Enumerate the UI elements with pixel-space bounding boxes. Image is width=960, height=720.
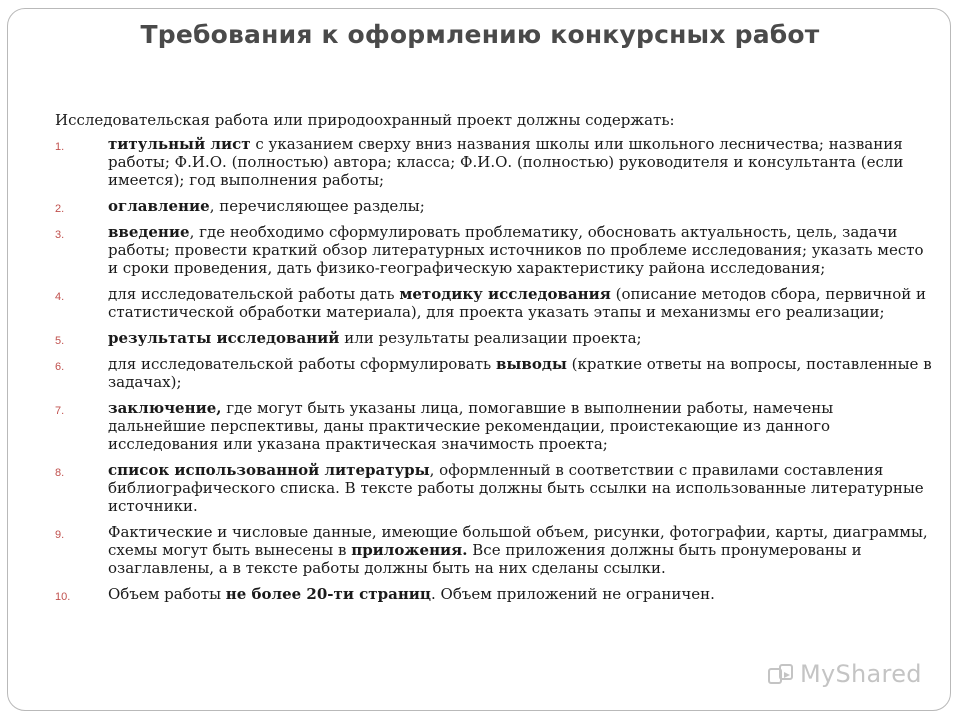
item-text-post: (описание методов сбора, первичной и статистической обработки материала), для проекта указать этапы и механизмы его реализации; [108, 285, 926, 321]
mysahred-watermark [768, 660, 922, 688]
item-number: 5. [55, 335, 65, 347]
item-text-post: , перечисляющее разделы; [209, 197, 425, 215]
item-text-pre: Объем работы [108, 585, 226, 603]
item-text-pre: для исследовательской работы сформулировать [108, 355, 496, 373]
slide-content [55, 111, 935, 611]
item-text-post: , оформленный в соответствии с правилами составления библиографического списка. В тексте работы должны быть ссылки на использованные литературные источники. [108, 461, 924, 515]
list-item [55, 197, 935, 215]
item-number: 9. [55, 529, 65, 541]
slide-title: Требования к оформлению конкурсных работ [140, 20, 820, 49]
item-number: 6. [55, 361, 65, 373]
item-text-bold: титульный лист [108, 135, 251, 153]
item-text-bold: список использованной литературы [108, 461, 430, 479]
item-text-post: . Объем приложений не ограничен. [431, 585, 715, 603]
list-item [55, 523, 935, 577]
item-number: 4. [55, 291, 65, 303]
list-item [55, 461, 935, 515]
watermark-text: MyShared [800, 660, 922, 688]
requirements-list [55, 135, 935, 603]
item-number: 8. [55, 467, 65, 479]
item-text-bold: методику исследования [399, 285, 611, 303]
list-item [55, 135, 935, 189]
item-text-bold: результаты исследований [108, 329, 340, 347]
item-text-bold: заключение, [108, 399, 222, 417]
intro-text: Исследовательская работа или природоохранный проект должны содержать: [55, 111, 675, 129]
item-text-bold: приложения. [351, 541, 468, 559]
item-text-bold: выводы [495, 355, 567, 373]
item-number: 10. [55, 591, 71, 603]
item-text-pre: для исследовательской работы дать [108, 285, 400, 303]
item-text-post: с указанием сверху вниз названия школы или школьного лесничества; названия работы; Ф.И.О. (полностью) автора; класса; Ф.И.О. (полностью) руководителя и консультанта (если имеется); год выполнения работы; [108, 135, 904, 189]
list-item [55, 355, 935, 391]
list-item [55, 585, 935, 603]
item-number: 2. [55, 203, 65, 215]
item-text-post: , где необходимо сформулировать проблематику, обосновать актуальность, цель, задачи работы; провести краткий обзор литературных источников по проблеме исследования; указать место и сроки проведения, дать физико-географическую характеристику района исследования; [108, 223, 924, 277]
item-text-post: или результаты реализации проекта; [339, 329, 642, 347]
item-number: 1. [55, 141, 65, 153]
item-text-pre: Фактические и числовые данные, имеющие большой объем, рисунки, фотографии, карты, диаграммы, схемы могут быть вынесены в [108, 523, 928, 559]
list-item [55, 285, 935, 321]
item-text-post: Все приложения должны быть пронумерованы и озаглавлены, а в тексте работы должны быть на них сделаны ссылки. [108, 541, 862, 577]
list-item [55, 399, 935, 453]
item-number: 7. [55, 405, 65, 417]
item-text-post: (краткие ответы на вопросы, поставленные в задачах); [108, 355, 932, 391]
item-text-bold: введение [108, 223, 190, 241]
item-text-bold: не более 20-ти страниц [225, 585, 431, 603]
mysahred-logo-icon [768, 663, 794, 685]
list-item [55, 223, 935, 277]
item-text-bold: оглавление [108, 197, 210, 215]
list-item [55, 329, 935, 347]
item-number: 3. [55, 229, 65, 241]
item-text-post: где могут быть указаны лица, помогавшие в выполнении работы, намечены дальнейшие перспективы, даны практические рекомендации, проистекающие из данного исследования или указана практическая значимость проекта; [108, 399, 834, 453]
